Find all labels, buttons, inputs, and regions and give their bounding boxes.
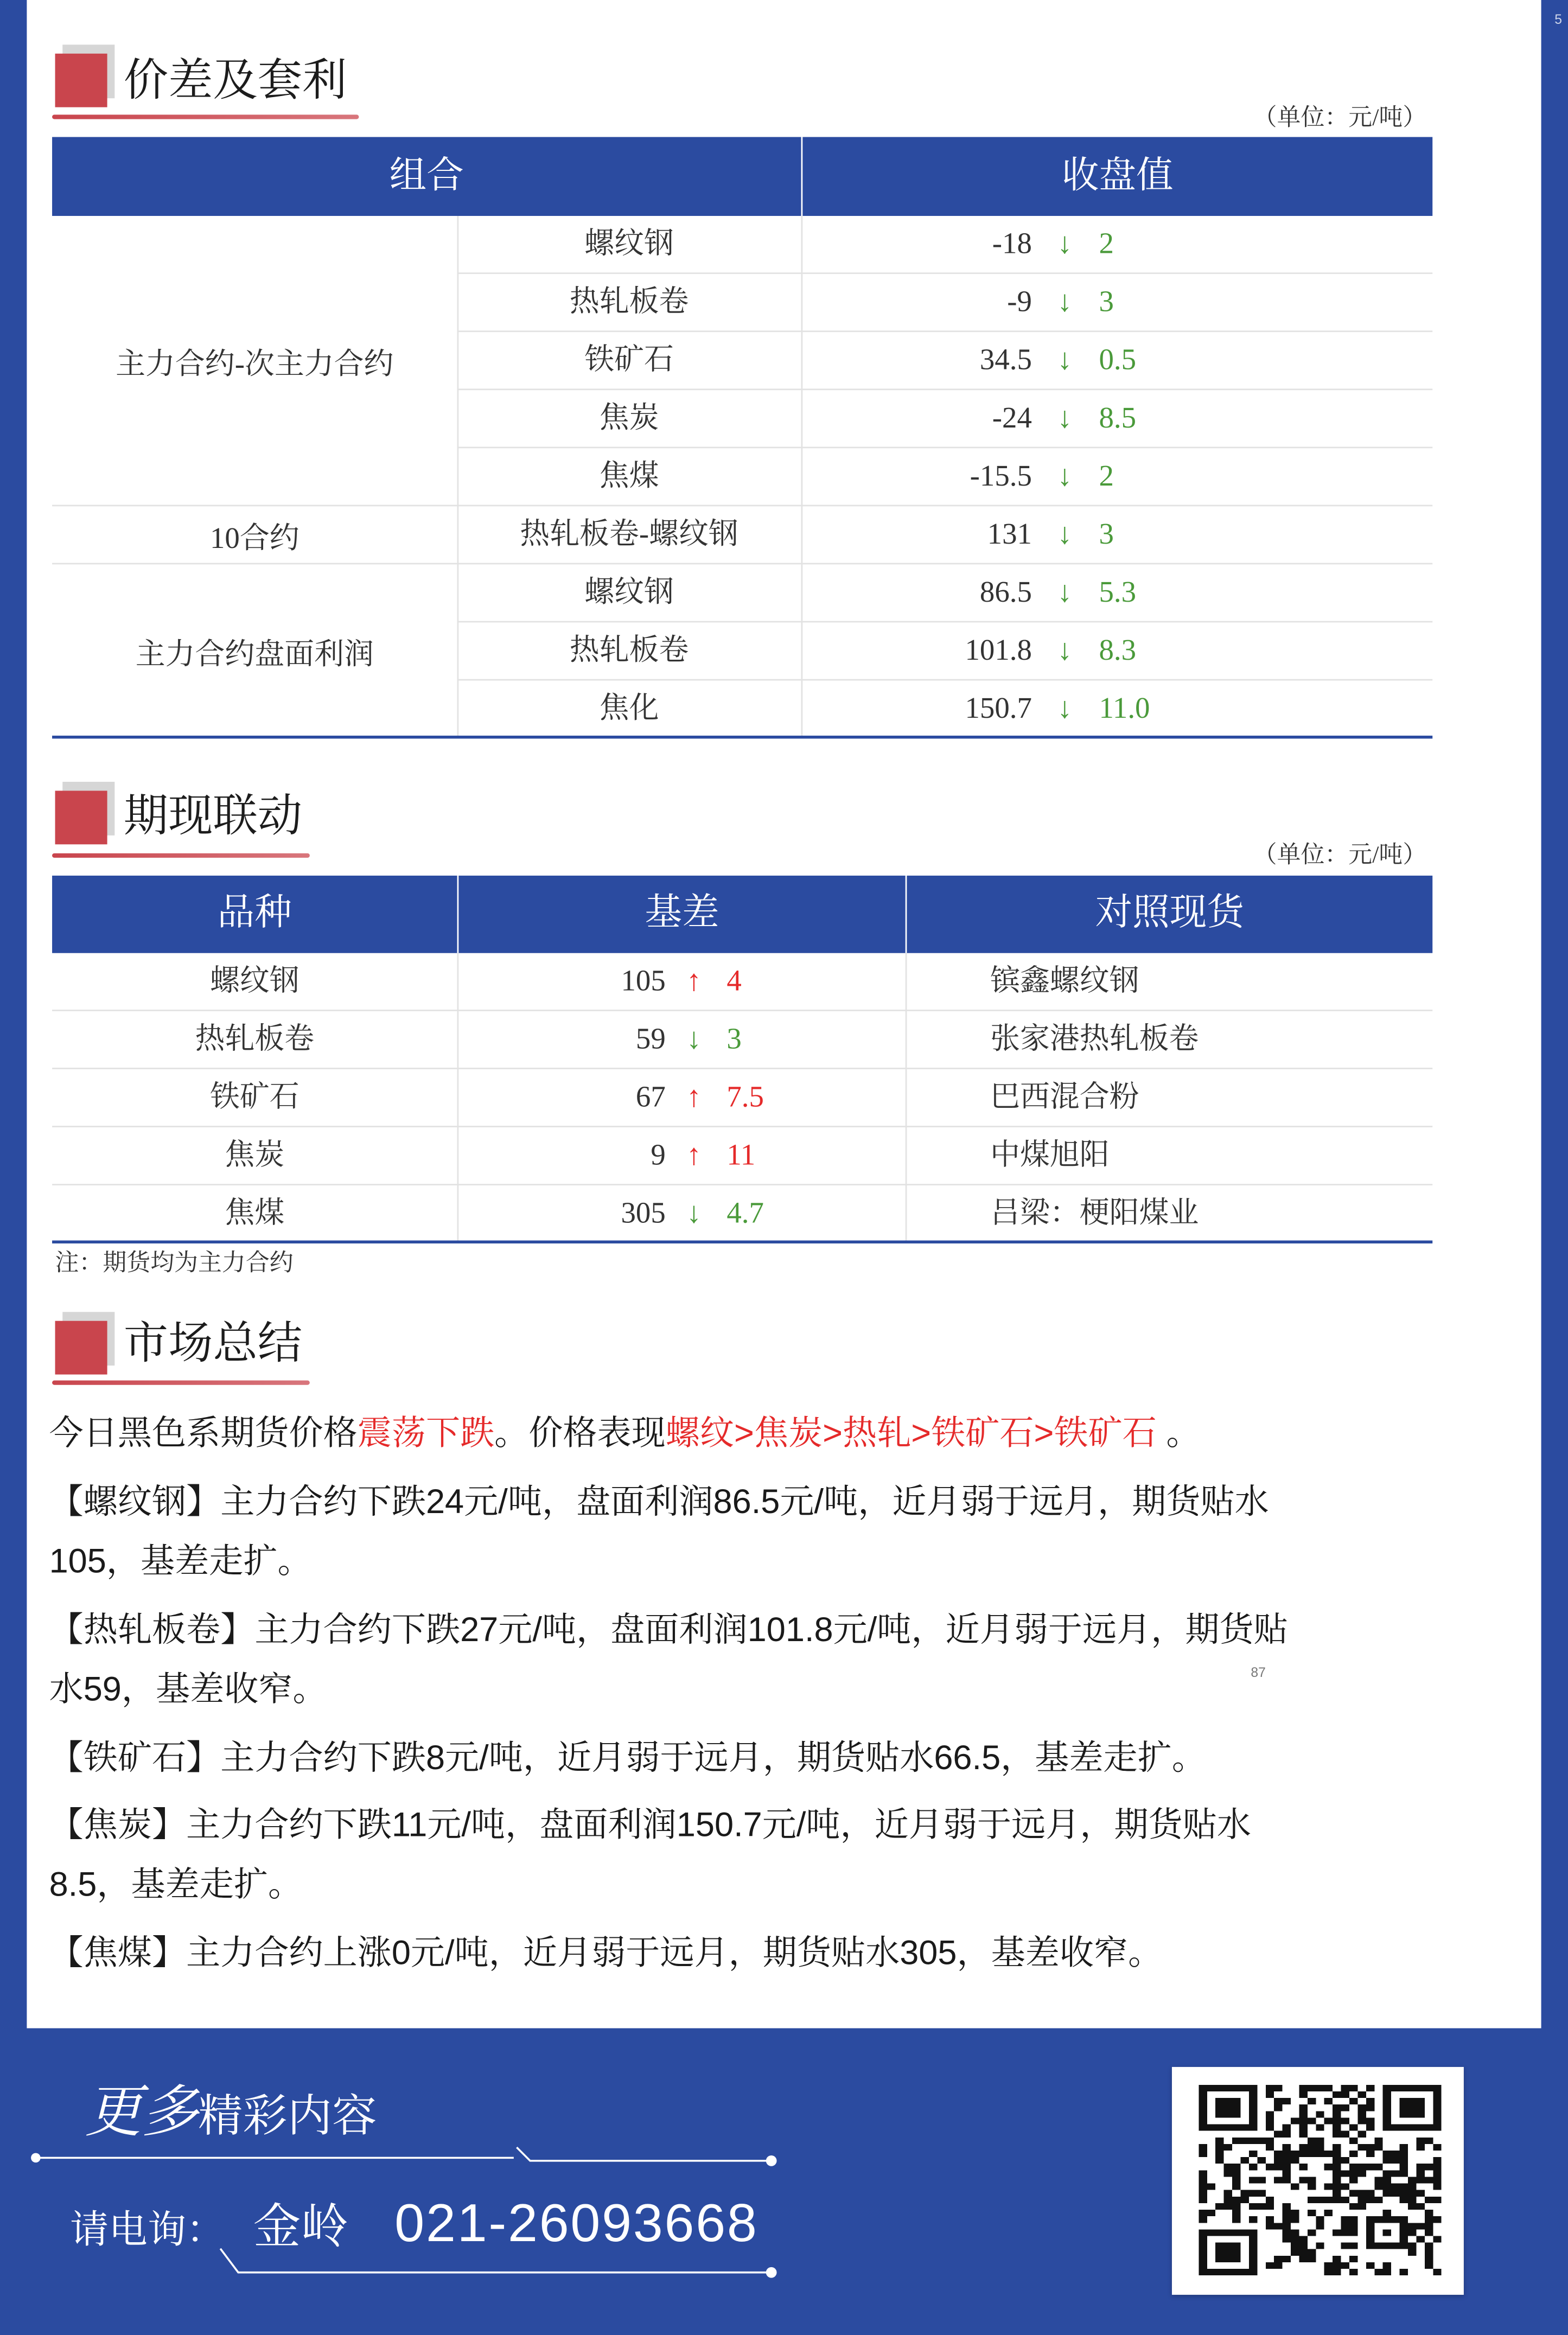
basis-cell xyxy=(457,1127,906,1184)
table-row xyxy=(457,274,1433,332)
contact-name: 金岭 xyxy=(253,2199,349,2254)
table-row xyxy=(457,680,1433,738)
close-value: 101.8 xyxy=(965,634,1032,667)
change-value: 0.5 xyxy=(1099,344,1137,377)
more-big: 更多 xyxy=(85,2082,199,2145)
intro-highlight: 震荡下跌 xyxy=(357,1413,495,1452)
close-value: -15.5 xyxy=(970,460,1032,493)
table-row xyxy=(52,1185,1432,1243)
section-underline xyxy=(52,1381,310,1385)
trend-arrow-icon: ↓ xyxy=(1057,518,1073,551)
basis-cell xyxy=(457,1011,906,1068)
decor-dot xyxy=(31,2153,41,2163)
table-row xyxy=(52,953,1432,1011)
marker-square xyxy=(55,791,107,845)
table-row xyxy=(457,448,1433,506)
change-value: 7.5 xyxy=(726,1081,764,1114)
summary-line: 【热轧板卷】主力合约下跌27元/吨，盘面利润101.8元/吨，近月弱于远月，期货贴 xyxy=(49,1610,1288,1649)
row-item: 焦炭 xyxy=(599,402,659,435)
trend-arrow-icon: ↓ xyxy=(686,1197,702,1230)
table-header xyxy=(52,876,1432,953)
decor-dot xyxy=(766,2155,777,2166)
table-bottom-border xyxy=(52,736,1432,738)
close-cell xyxy=(801,274,1433,330)
table-row xyxy=(457,506,1433,564)
basis-value: 305 xyxy=(621,1197,666,1230)
section-marker-icon xyxy=(55,782,115,844)
row-item: 铁矿石 xyxy=(584,344,674,377)
close-value: 34.5 xyxy=(979,344,1032,377)
row-item: 热轧板卷 xyxy=(569,634,689,667)
close-cell xyxy=(801,622,1433,679)
section-underline xyxy=(52,853,310,858)
header-variety: 品种 xyxy=(217,893,292,934)
row-item: 热轧板卷-螺纹钢 xyxy=(520,518,738,551)
summary-line: 【焦煤】主力合约上涨0元/吨，近月弱于远月，期货贴水305，基差收窄。 xyxy=(49,1932,1163,1972)
summary-line: 【铁矿石】主力合约下跌8元/吨，近月弱于远月，期货贴水66.5，基差走扩。 xyxy=(49,1738,1206,1777)
section-marker-icon xyxy=(55,44,115,107)
close-cell xyxy=(801,332,1433,388)
section-title-spread: 价差及套利 xyxy=(123,56,347,106)
more-small: 精彩内容 xyxy=(198,2092,377,2142)
close-cell xyxy=(801,390,1433,446)
change-value: 2 xyxy=(1099,460,1114,493)
change-value: 11.0 xyxy=(1099,692,1150,725)
summary-line: 【螺纹钢】主力合约下跌24元/吨，盘面利润86.5元/吨，近月弱于远月，期货贴水 xyxy=(49,1482,1269,1521)
group-label: 10合约 xyxy=(52,506,457,564)
qr-code-card xyxy=(1172,2067,1464,2295)
group-label: 主力合约-次主力合约 xyxy=(52,216,457,506)
change-value: 5.3 xyxy=(1099,576,1137,609)
row-item: 螺纹钢 xyxy=(584,227,674,261)
row-item: 螺纹钢 xyxy=(584,576,674,609)
trend-arrow-icon: ↑ xyxy=(686,1139,702,1172)
row-item: 焦化 xyxy=(599,692,659,725)
trend-arrow-icon: ↓ xyxy=(1057,692,1073,725)
section-marker-icon xyxy=(55,1312,115,1374)
intro-text: 。 xyxy=(1156,1413,1201,1452)
basis-table xyxy=(52,876,1432,1243)
spread-table xyxy=(52,137,1432,739)
row-spot: 巴西混合粉 xyxy=(990,1081,1139,1114)
close-value: -9 xyxy=(1007,286,1032,319)
change-value: 3 xyxy=(1099,286,1114,319)
header-group: 组合 xyxy=(389,156,464,197)
change-value: 4 xyxy=(726,965,742,998)
basis-value: 59 xyxy=(635,1023,666,1056)
close-cell xyxy=(801,564,1433,621)
trend-arrow-icon: ↓ xyxy=(1057,227,1073,261)
header-close: 收盘值 xyxy=(801,137,1433,216)
row-variety: 焦煤 xyxy=(225,1197,285,1230)
row-item: 热轧板卷 xyxy=(569,286,689,319)
table-row xyxy=(457,622,1433,680)
section-title-basis: 期现联动 xyxy=(123,792,303,841)
basis-cell xyxy=(457,1069,906,1126)
close-value: 86.5 xyxy=(979,576,1032,609)
decor-dot xyxy=(766,2267,777,2278)
row-item: 焦煤 xyxy=(599,460,659,493)
group-label: 主力合约盘面利润 xyxy=(135,639,374,672)
section-title-summary: 市场总结 xyxy=(123,1319,303,1369)
intro-text: 。价格表现 xyxy=(494,1413,666,1452)
summary-line: 水59，基差收窄。 xyxy=(49,1669,327,1708)
summary-line: 105，基差走扩。 xyxy=(49,1541,312,1580)
trend-arrow-icon: ↓ xyxy=(1057,460,1073,493)
table-row xyxy=(457,332,1433,390)
marker-square xyxy=(55,1321,107,1375)
row-spot: 镔鑫螺纹钢 xyxy=(990,965,1139,998)
qr-modules xyxy=(1199,2085,1441,2275)
summary-line: 【焦炭】主力合约下跌11元/吨，盘面利润150.7元/吨，近月弱于远月，期货贴水 xyxy=(49,1804,1252,1844)
header-spot: 对照现货 xyxy=(906,876,1433,953)
summary-intro xyxy=(49,1409,1201,1457)
contact-label: 请电询： xyxy=(69,2206,225,2252)
table-row xyxy=(52,1069,1432,1127)
phone-number: 021-26093668 xyxy=(394,2192,758,2254)
trend-arrow-icon: ↓ xyxy=(1057,634,1073,667)
row-variety: 铁矿石 xyxy=(209,1081,299,1114)
close-value: -24 xyxy=(992,402,1032,435)
basis-cell xyxy=(457,953,906,1010)
section-underline xyxy=(52,114,359,119)
close-cell xyxy=(801,216,1433,272)
intro-text: 今日黑色系期货价格 xyxy=(49,1413,358,1452)
change-value: 4.7 xyxy=(726,1197,764,1230)
table-row xyxy=(52,1127,1432,1185)
trend-arrow-icon: ↑ xyxy=(686,965,702,998)
basis-cell xyxy=(457,1185,906,1242)
close-value: 131 xyxy=(987,518,1032,551)
close-value: -18 xyxy=(992,227,1032,261)
table-bottom-border xyxy=(52,1241,1432,1243)
qr-code-icon xyxy=(1199,2085,1441,2275)
close-cell xyxy=(801,506,1433,563)
basis-value: 9 xyxy=(651,1139,666,1172)
summary-line: 8.5，基差走扩。 xyxy=(49,1864,303,1903)
header-basis: 基差 xyxy=(457,876,906,953)
page-marker: 5 xyxy=(1554,11,1563,27)
change-value: 3 xyxy=(1099,518,1114,551)
basis-value: 105 xyxy=(621,965,666,998)
close-cell xyxy=(801,680,1433,737)
table-row xyxy=(457,564,1433,622)
decor-line xyxy=(517,2147,771,2161)
basis-value: 67 xyxy=(635,1081,666,1114)
trend-arrow-icon: ↓ xyxy=(686,1023,702,1056)
change-value: 8.5 xyxy=(1099,402,1137,435)
intro-highlight: 螺纹>焦炭>热轧>铁矿石>铁矿石 xyxy=(665,1413,1157,1452)
row-spot: 张家港热轧板卷 xyxy=(990,1023,1199,1056)
trend-arrow-icon: ↓ xyxy=(1057,402,1073,435)
table-row xyxy=(457,390,1433,448)
trend-arrow-icon: ↓ xyxy=(1057,286,1073,319)
close-cell xyxy=(801,448,1433,505)
table-row xyxy=(52,1011,1432,1069)
close-value: 150.7 xyxy=(965,692,1032,725)
row-variety: 热轧板卷 xyxy=(195,1023,315,1056)
change-value: 3 xyxy=(726,1023,742,1056)
trend-arrow-icon: ↓ xyxy=(1057,344,1073,377)
change-value: 2 xyxy=(1099,227,1114,261)
table-row xyxy=(457,216,1433,274)
trend-arrow-icon: ↑ xyxy=(686,1081,702,1114)
row-spot: 吕梁：梗阳煤业 xyxy=(990,1197,1199,1230)
unit-label: （单位：元/吨） xyxy=(1253,105,1427,131)
trend-arrow-icon: ↓ xyxy=(1057,576,1073,609)
row-variety: 焦炭 xyxy=(225,1139,285,1172)
table-header xyxy=(52,137,1432,216)
table-note: 注：期货均为主力合约 xyxy=(55,1251,294,1277)
row-spot: 中煤旭阳 xyxy=(990,1139,1110,1172)
change-value: 8.3 xyxy=(1099,634,1137,667)
unit-label: （单位：元/吨） xyxy=(1253,843,1427,869)
stray-mark: 87 xyxy=(1251,1664,1266,1680)
marker-square xyxy=(55,54,107,107)
change-value: 11 xyxy=(726,1139,756,1172)
row-variety: 螺纹钢 xyxy=(209,965,299,998)
